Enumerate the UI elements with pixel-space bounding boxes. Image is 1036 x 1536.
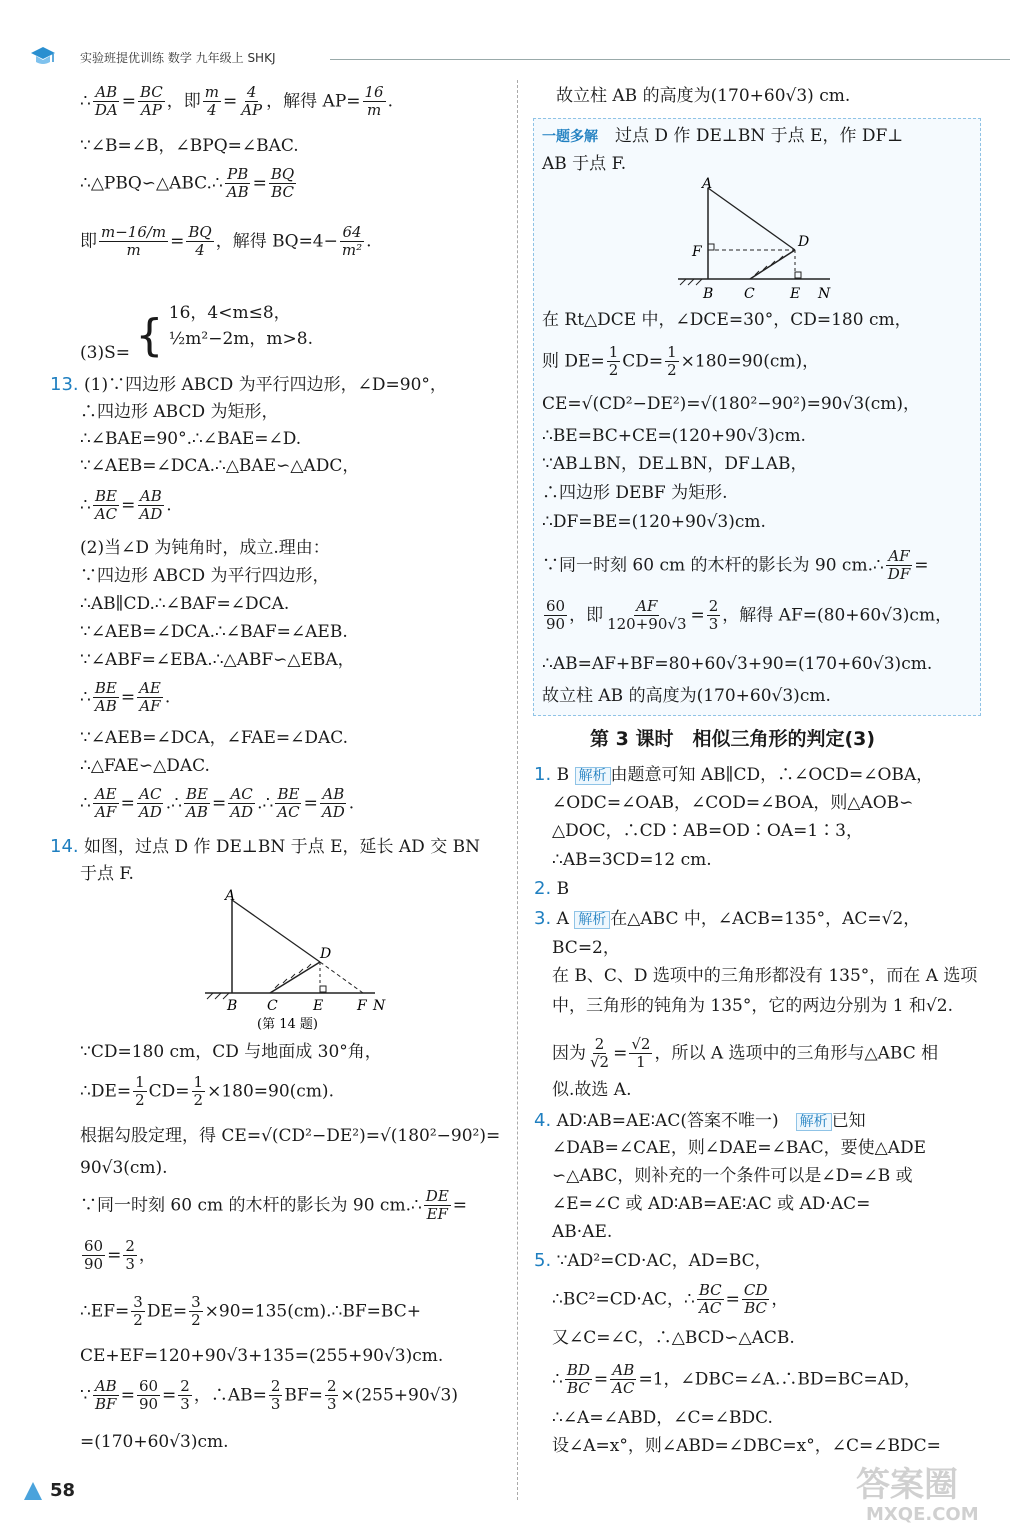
- right-line-9: ∴四边形 DEBF 为矩形.: [542, 483, 728, 503]
- left-line-20: 14. 如图，过点 D 作 DE⊥BN 于点 E，延长 AD 交 BN: [50, 836, 480, 857]
- fig2-label-e: E: [790, 286, 801, 302]
- right-line-31: 5. ∵AD²=CD·AC，AD=BC，: [534, 1250, 772, 1271]
- svg-text:MXQE.COM: MXQE.COM: [866, 1504, 979, 1525]
- page-header: [30, 48, 1010, 68]
- right-line-17: △DOC，∴CD∶AB=OD∶OA=1∶3，: [552, 821, 863, 841]
- left-line-21: 于点 F.: [80, 864, 134, 884]
- right-line-15: 1. B 解析 由题意可知 AB∥CD，∴∠OCD=∠OBA，: [534, 764, 934, 785]
- right-line-33: 又∠C=∠C，∴△BCD∽△ACB.: [552, 1328, 795, 1348]
- fig2-label-a: A: [702, 176, 713, 192]
- right-line-22: 在 B、C、D 选项中的三角形都没有 135°，而在 A 选项: [552, 966, 978, 986]
- left-line-29: CE+EF=120+90√3+135=(255+90√3)cm.: [80, 1346, 444, 1366]
- right-line-35: ∴∠A=∠ABD，∠C=∠BDC.: [552, 1408, 773, 1428]
- left-line-25: 90√3(cm).: [80, 1158, 168, 1178]
- left-line-27: $\frac{60}{90}$ = $\frac{2}{3}$ ，: [84, 1237, 156, 1274]
- left-line-2: ∵∠B=∠B，∠BPQ=∠BAC.: [80, 136, 299, 156]
- left-line-4: 即 $\frac{m-16/m}{m}$ = $\frac{BQ}{4}$ ，解得 BQ=4− $\frac{64}{\text{m²}}$ .: [80, 223, 372, 260]
- fig14-label-d: D: [320, 946, 332, 962]
- right-line-2: 一题多解 过点 D 作 DE⊥BN 于点 E，作 DF⊥: [542, 126, 904, 146]
- right-line-24: 因为 $\frac{2}{√2}$ = $\frac{√2}{1}$ ，所以 A 选项中的三角形与△ABC 相: [552, 1035, 939, 1072]
- up-arrow-icon: [24, 1482, 42, 1500]
- right-line-32: ∴BC²=CD·AC，∴ $\frac{BC}{AC}$ = $\frac{CD}{BC}$ ，: [552, 1281, 789, 1318]
- right-line-11: ∵同一时刻 60 cm 的木杆的影长为 90 cm.∴ $\frac{AF}{DF}$ =: [542, 547, 929, 584]
- fig14-label-a: A: [225, 888, 236, 904]
- left-line-6: 13. (1)∵四边形 ABCD 为平行四边形，∠D=90°，: [50, 374, 447, 395]
- left-line-31: =(170+60√3)cm.: [80, 1432, 229, 1452]
- figure-14: [195, 888, 405, 1033]
- right-line-8: ∵AB⊥BN，DE⊥BN，DF⊥AB，: [542, 454, 808, 474]
- fig2-label-d: D: [798, 234, 810, 250]
- left-line-28: ∴EF= $\frac{3}{2}$ DE= $\frac{3}{2}$ ×90=135(cm).∴BF=BC+: [80, 1293, 421, 1330]
- left-line-30: ∵ $\frac{AB}{BF}$ = $\frac{60}{90}$ = $\frac{2}{3}$ ，∴AB= $\frac{2}{3}$ BF= $\frac{2}{3}$ ×(255+90√3): [80, 1377, 458, 1414]
- left-line-3: ∴△PBQ∽△ABC.∴ $\frac{PB}{AB}$ = $\frac{BQ}{BC}$: [80, 165, 295, 202]
- right-line-10: ∴DF=BE=(120+90√3)cm.: [542, 512, 766, 532]
- left-line-24: 根据勾股定理，得 CE=√(CD²−DE²)=√(180²−90²)=: [80, 1126, 501, 1146]
- left-line-18: ∴△FAE∽△DAC.: [80, 756, 210, 776]
- right-line-34: ∴ $\frac{BD}{BC}$ = $\frac{AB}{AC}$ =1，∠DBC=∠A.∴BD=BC=AD，: [552, 1361, 921, 1398]
- left-line-11: (2)当∠D 为钝角时，成立.理由：: [80, 538, 330, 558]
- fig14-label-n: N: [373, 998, 386, 1014]
- right-line-28: ∽△ABC，则补充的一个条件可以是∠D=∠B 或: [552, 1166, 913, 1186]
- right-line-12: $\frac{60}{90}$ ，即 $\frac{AF}{120+90√3}$ = $\frac{2}{3}$ ，解得 AF=(80+60√3)cm，: [546, 597, 953, 634]
- fig14-label-c: C: [267, 998, 278, 1014]
- left-line-19: ∴ $\frac{AE}{AF}$ = $\frac{AC}{AD}$ .∴ $\frac{BE}{AB}$ = $\frac{AC}{AD}$ .∴ $\frac{BE}{AC}$ = $\frac{AB}{AD}$ .: [80, 785, 355, 822]
- figure-alt: [670, 176, 840, 306]
- left-line-26: ∵同一时刻 60 cm 的木杆的影长为 90 cm.∴ $\frac{DE}{EF}$ =: [80, 1187, 468, 1224]
- fig2-label-f: F: [692, 244, 702, 260]
- right-line-29: ∠E=∠C 或 AD∶AB=AE∶AC 或 AD·AC=: [552, 1194, 871, 1214]
- alt-solution-tag: 一题多解: [542, 129, 598, 145]
- page-number: 58: [24, 1478, 80, 1506]
- left-line-16: ∴ $\frac{BE}{AB}$ = $\frac{AE}{AF}$ .: [80, 679, 171, 716]
- left-line-9: ∵∠AEB=∠DCA.∴△BAE∽△ADC，: [80, 456, 360, 476]
- analysis-tag: 解析: [575, 767, 611, 785]
- right-line-1: 故立柱 AB 的高度为(170+60√3) cm.: [556, 86, 851, 106]
- right-line-3: AB 于点 F.: [542, 154, 627, 174]
- left-line-12: ∵四边形 ABCD 为平行四边形，: [80, 566, 330, 586]
- right-line-5: 则 DE= $\frac{1}{2}$ CD= $\frac{1}{2}$ ×180=90(cm)，: [542, 343, 820, 380]
- right-line-20: 3. A 解析 在△ABC 中，∠ACB=135°，AC=√2，: [534, 908, 921, 929]
- right-line-6: CE=√(CD²−DE²)=√(180²−90²)=90√3(cm)，: [542, 394, 921, 414]
- left-line-5: (3)S= { 16，4<m≤8， ½m²−2m，m>8.: [80, 303, 313, 363]
- right-line-4: 在 Rt△DCE 中，∠DCE=30°，CD=180 cm，: [542, 310, 912, 330]
- fig2-label-b: B: [703, 286, 714, 302]
- left-line-23: ∴DE= $\frac{1}{2}$ CD= $\frac{1}{2}$ ×180=90(cm).: [80, 1073, 334, 1110]
- right-line-30: AB·AE.: [552, 1222, 613, 1242]
- svg-text:答案圈: 答案圈: [856, 1465, 958, 1505]
- right-line-19: 2. B: [534, 878, 570, 899]
- right-line-7: ∴BE=BC+CE=(120+90√3)cm.: [542, 426, 806, 446]
- graduation-cap-icon: [30, 44, 56, 70]
- left-line-10: ∴ $\frac{BE}{AC}$ = $\frac{AB}{AD}$ .: [80, 487, 172, 524]
- left-line-8: ∴∠BAE=90°.∴∠BAE=∠D.: [80, 429, 302, 449]
- fig14-label-b: B: [227, 998, 238, 1014]
- right-line-14: 故立柱 AB 的高度为(170+60√3)cm.: [542, 686, 831, 706]
- fig14-caption: (第 14 题): [257, 1017, 318, 1032]
- fig2-label-n: N: [818, 286, 831, 302]
- fig14-label-f: F: [357, 998, 367, 1014]
- left-line-7: ∴四边形 ABCD 为矩形，: [80, 402, 279, 422]
- watermark-logo: [846, 1456, 1016, 1526]
- column-divider: [517, 80, 518, 1500]
- fig14-label-e: E: [313, 998, 324, 1014]
- right-line-25: 似.故选 A.: [552, 1080, 632, 1100]
- right-line-27: ∠DAB=∠CAE，则∠DAE=∠BAC，要使△ADE: [552, 1138, 927, 1158]
- right-line-21: BC=2，: [552, 938, 620, 958]
- left-line-1: ∴ $\frac{AB}{DA}$ = $\frac{BC}{AP}$ ，即 $\frac{m}{4}$ = $\frac{4}{AP}$ ，解得 AP= $\frac{16}{m}$ .: [80, 83, 394, 120]
- left-line-17: ∵∠AEB=∠DCA，∠FAE=∠DAC.: [80, 728, 349, 748]
- right-line-23: 中，三角形的钝角为 135°，它的两边分别为 1 和√2.: [552, 996, 954, 1016]
- header-title: 实验班提优训练 数学 九年级上 SHKJ: [80, 51, 276, 65]
- right-line-16: ∠ODC=∠OAB，∠COD=∠BOA，则△AOB∽: [552, 793, 914, 813]
- section-title: 第 3 课时 相似三角形的判定(3): [590, 728, 876, 750]
- right-line-26: 4. AD∶AB=AE∶AC(答案不唯一) 解析 已知: [534, 1110, 866, 1131]
- right-line-13: ∴AB=AF+BF=80+60√3+90=(170+60√3)cm.: [542, 654, 933, 674]
- left-line-15: ∵∠ABF=∠EBA.∴△ABF∽△EBA，: [80, 650, 355, 670]
- header-rule: [330, 59, 1010, 60]
- left-line-14: ∵∠AEB=∠DCA.∴∠BAF=∠AEB.: [80, 622, 348, 642]
- left-line-22: ∵CD=180 cm，CD 与地面成 30°角，: [80, 1042, 382, 1062]
- left-line-13: ∴AB∥CD.∴∠BAF=∠DCA.: [80, 594, 290, 614]
- right-line-18: ∴AB=3CD=12 cm.: [552, 850, 712, 870]
- fig2-label-c: C: [744, 286, 755, 302]
- right-line-36: 设∠A=x°，则∠ABD=∠DBC=x°，∠C=∠BDC=: [552, 1436, 941, 1456]
